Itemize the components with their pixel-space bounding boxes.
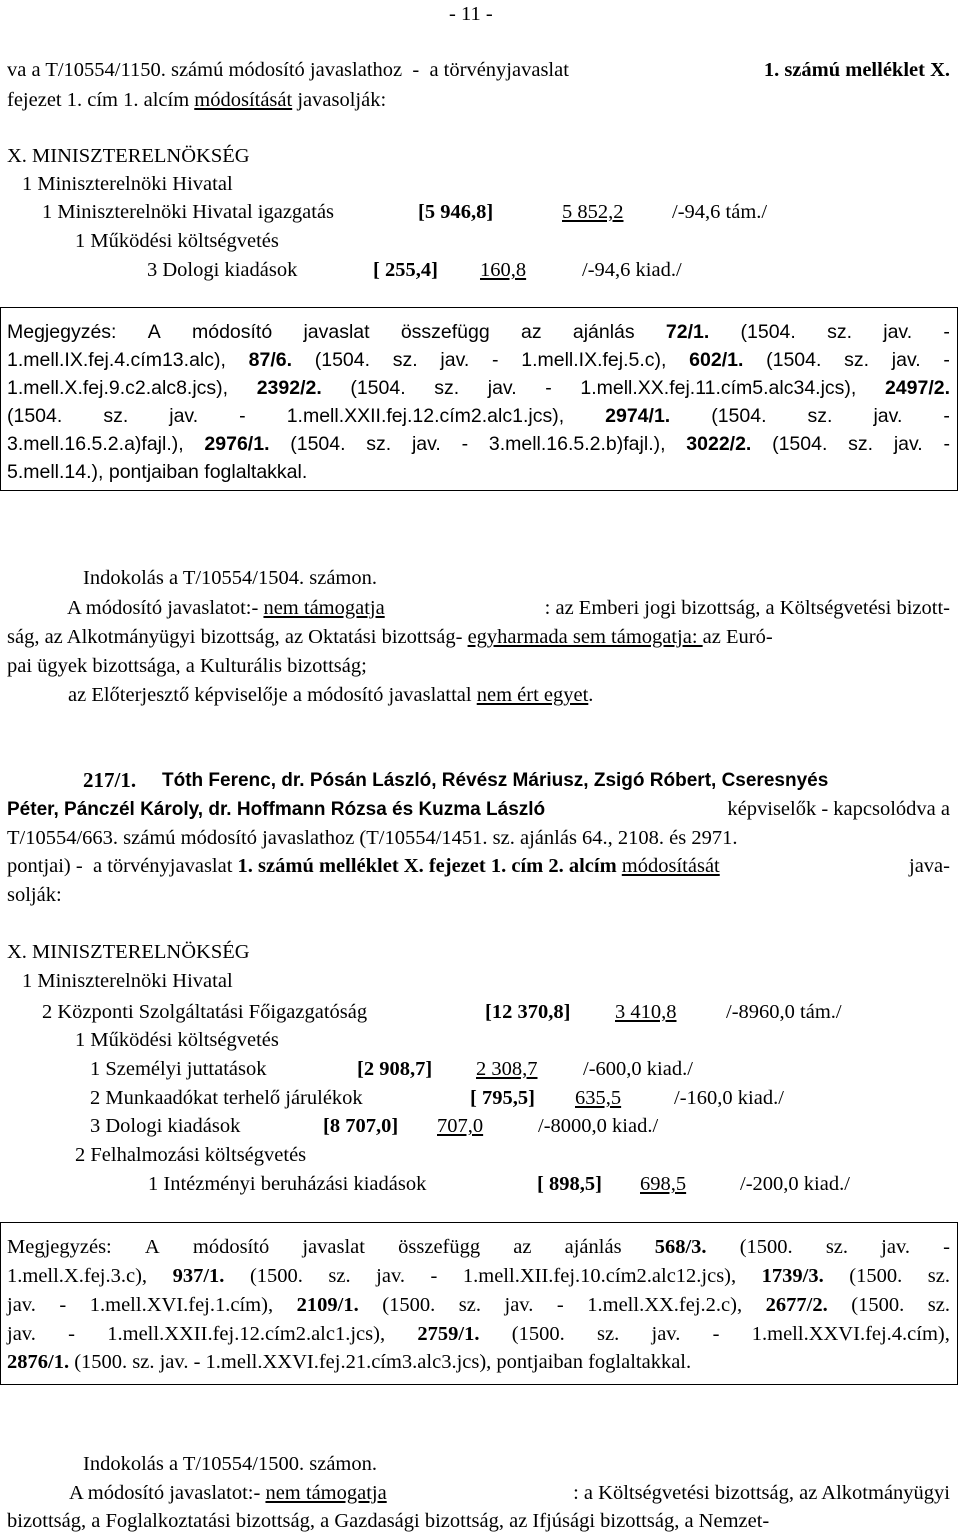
chapter-title: X. MINISZTERELNÖKSÉG	[7, 941, 250, 963]
note-line: 1.mell.X.fej.3.c), 937/1. (1500. sz. jav. - 1.mell.XII.fej.10.cím2.alc12.jcs), 1739/3. (1500. sz.	[7, 1265, 950, 1287]
budget-row-new-value: 2 308,7	[476, 1058, 538, 1080]
amendment-line: Péter, Pánczél Károly, dr. Hoffmann Rózsa és Kuzma László képviselők - kapcsolódva a	[7, 798, 950, 820]
reason-line: az Előterjesztő képviselője a módosító javaslattal nem ért egyet.	[68, 684, 594, 706]
budget-row-difference: /-8960,0 tám./	[726, 1001, 842, 1023]
note-line: 1.mell.X.fej.9.c2.alc8.jcs), 2392/2. (1504. sz. jav. - 1.mell.XX.fej.11.cím5.alc34.jcs), 2497/2.	[7, 377, 950, 399]
note-line: 5.mell.14.), pontjaiban foglaltakkal.	[7, 461, 308, 483]
budget-row-old-value: [12 370,8]	[485, 1001, 571, 1023]
title-heading: 1 Miniszterelnöki Hivatal	[22, 970, 233, 992]
note-line: 1.mell.IX.fej.4.cím13.alc), 87/6. (1504. sz. jav. - 1.mell.IX.fej.5.c), 602/1. (1504. sz. jav. -	[7, 349, 950, 371]
budget-row-old-value: [ 898,5]	[537, 1173, 602, 1195]
amendment-line	[83, 768, 136, 792]
reason-line: A módosító javaslatot:- nem támogatja : az Emberi jogi bizottság, a Költségvetési bizott-	[67, 597, 950, 619]
budget-row-new-value: 698,5	[640, 1173, 687, 1195]
budget-row-new-value: 5 852,2	[562, 201, 624, 223]
chapter-title: X. MINISZTERELNÖKSÉG	[7, 145, 250, 167]
amendment-line: T/10554/663. számú módosító javaslathoz (T/10554/1451. sz. ajánlás 64., 2108. és 2971.	[7, 827, 738, 849]
intro-line-1: va a T/10554/1150. számú módosító javaslathoz - a törvényjavaslat 1. számú melléklet X.	[7, 59, 950, 81]
budget-row-difference: /-200,0 kiad./	[740, 1173, 850, 1195]
budget-row-label: 1 Személyi juttatások	[90, 1058, 267, 1080]
note-line: (1504. sz. jav. - 1.mell.XXII.fej.12.cím2.alc1.jcs), 2974/1. (1504. sz. jav. -	[7, 405, 950, 427]
budget-subheading: 2 Felhalmozási költségvetés	[75, 1144, 307, 1166]
reason-title: Indokolás a T/10554/1500. számon.	[83, 1453, 377, 1475]
budget-row-label: 1 Miniszterelnöki Hivatal igazgatás	[42, 201, 335, 223]
note-line: 3.mell.16.5.2.a)fajl.), 2976/1. (1504. sz. jav. - 3.mell.16.5.2.b)fajl.), 3022/2. (1504. sz. jav. -	[7, 433, 950, 455]
note-line: jav. - 1.mell.XXII.fej.12.cím2.alc1.jcs), 2759/1. (1500. sz. jav. - 1.mell.XXVI.fej.4.cím),	[7, 1323, 950, 1345]
budget-row-new-value: 160,8	[480, 259, 527, 281]
budget-row-label: 3 Dologi kiadások	[90, 1115, 241, 1137]
budget-row-old-value: [8 707,0]	[323, 1115, 399, 1137]
budget-row-difference: /-600,0 kiad./	[583, 1058, 693, 1080]
budget-row-difference: /-94,6 kiad./	[582, 259, 682, 281]
budget-row-label: 1 Intézményi beruházási kiadások	[148, 1173, 427, 1195]
budget-row-new-value: 3 410,8	[615, 1001, 677, 1023]
budget-row-new-value: 635,5	[575, 1087, 622, 1109]
note-line: Megjegyzés: A módosító javaslat összefügg az ajánlás 568/3. (1500. sz. jav. -	[7, 1236, 950, 1258]
budget-row-new-value: 707,0	[437, 1115, 484, 1137]
budget-row-old-value: [ 795,5]	[470, 1087, 535, 1109]
budget-row-difference: /-94,6 tám./	[672, 201, 768, 223]
budget-subheading: 1 Működési költségvetés	[75, 1029, 279, 1051]
budget-row-label: 2 Munkaadókat terhelő járulékok	[90, 1087, 363, 1109]
note-line: 2876/1. (1500. sz. jav. - 1.mell.XXVI.fej.21.cím3.alc3.jcs), pontjaiban foglaltakkal.	[7, 1351, 692, 1373]
amendment-line: solják:	[7, 884, 62, 906]
amendment-line: pontjai) - a törvényjavaslat 1. számú melléklet X. fejezet 1. cím 2. alcím módosítását java-	[7, 855, 950, 877]
budget-row-label: 2 Központi Szolgáltatási Főigazgatóság	[42, 1001, 368, 1023]
page-number: - 11 -	[449, 3, 493, 25]
note-line: Megjegyzés: A módosító javaslat összefügg az ajánlás 72/1. (1504. sz. jav. -	[7, 321, 950, 343]
title-heading: 1 Miniszterelnöki Hivatal	[22, 173, 233, 195]
budget-subheading: 1 Működési költségvetés	[75, 230, 279, 252]
budget-row-old-value: [2 908,7]	[357, 1058, 433, 1080]
reason-line: ság, az Alkotmányügyi bizottság, az Oktatási bizottság- egyharmada sem támogatja: az Euró-	[7, 626, 773, 648]
reason-line: A módosító javaslatot:- nem támogatja : a Költségvetési bizottság, az Alkotmányügyi	[69, 1482, 950, 1504]
amendment-line: Tóth Ferenc, dr. Pósán László, Révész Máriusz, Zsigó Róbert, Cseresnyés	[162, 770, 829, 791]
amendment-number: 217/1.	[83, 768, 137, 792]
budget-row-difference: /-8000,0 kiad./	[538, 1115, 659, 1137]
reason-title: Indokolás a T/10554/1504. számon.	[83, 567, 377, 589]
budget-row-old-value: [5 946,8]	[418, 201, 494, 223]
reason-line: bizottság, a Foglalkoztatási bizottság, a Gazdasági bizottság, az Ifjúsági bizottság, a Nemzet-	[7, 1510, 770, 1532]
reason-line: pai ügyek bizottsága, a Kulturális bizottság;	[7, 655, 367, 677]
intro-line-2: fejezet 1. cím 1. alcím módosítását javasolják:	[7, 89, 387, 111]
note-line: jav. - 1.mell.XVI.fej.1.cím), 2109/1. (1500. sz. jav. - 1.mell.XX.fej.2.c), 2677/2. (1500. sz.	[7, 1294, 950, 1316]
budget-row-old-value: [ 255,4]	[373, 259, 438, 281]
budget-row-label: 3 Dologi kiadások	[147, 259, 298, 281]
budget-row-difference: /-160,0 kiad./	[674, 1087, 784, 1109]
